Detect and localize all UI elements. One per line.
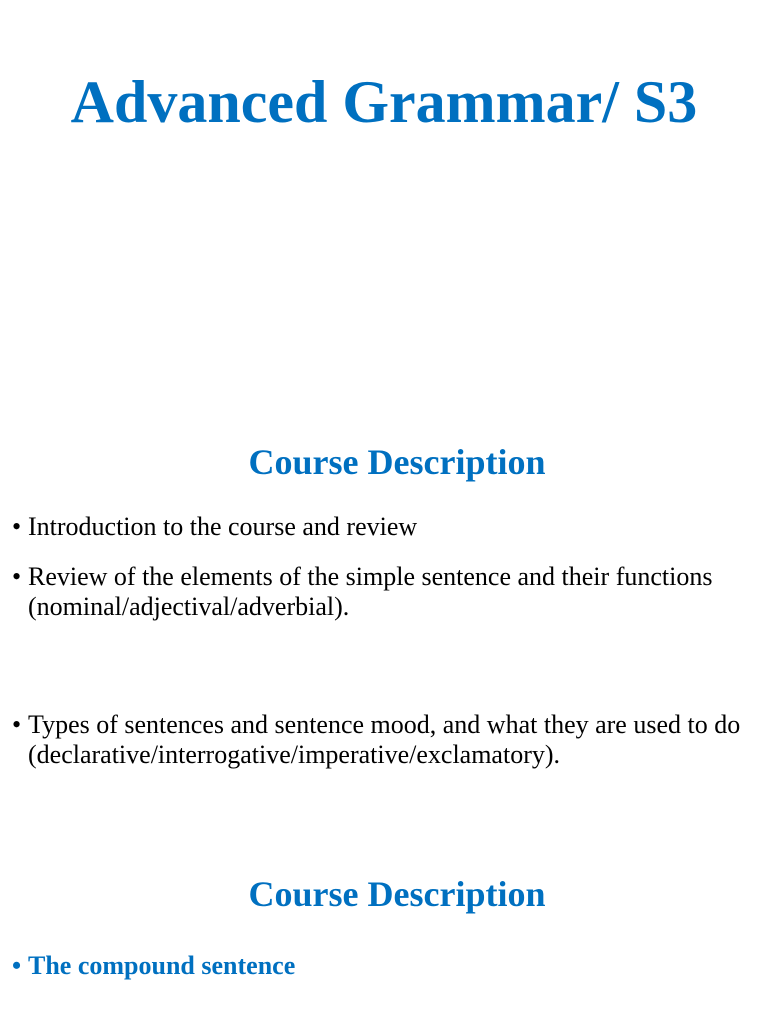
bullet-icon: • [12, 562, 22, 591]
document-title: Advanced Grammar/ S3 [70, 69, 698, 135]
bullet-icon: • [12, 951, 22, 980]
bullet-item [12, 710, 762, 770]
bullet-list-1 [12, 512, 762, 770]
section-heading-2: Course Description [248, 874, 546, 914]
bullet-icon: • [12, 710, 22, 739]
bullet-text: Introduction to the course and review [28, 512, 418, 541]
bullet-item [12, 512, 762, 542]
bullet-text: Types of sentences and sentence mood, and what they are used to do (declarative/interrogative/imperative/exclamatory). [28, 710, 741, 769]
bullet-item [12, 951, 762, 981]
section-heading-1: Course Description [248, 442, 546, 482]
bullet-list-2 [12, 951, 762, 981]
bullet-text: The compound sentence [28, 951, 296, 980]
bullet-icon: • [12, 512, 22, 541]
bullet-text: Review of the elements of the simple sentence and their functions (nominal/adjectival/adverbial). [28, 562, 713, 621]
bullet-item [12, 562, 762, 622]
